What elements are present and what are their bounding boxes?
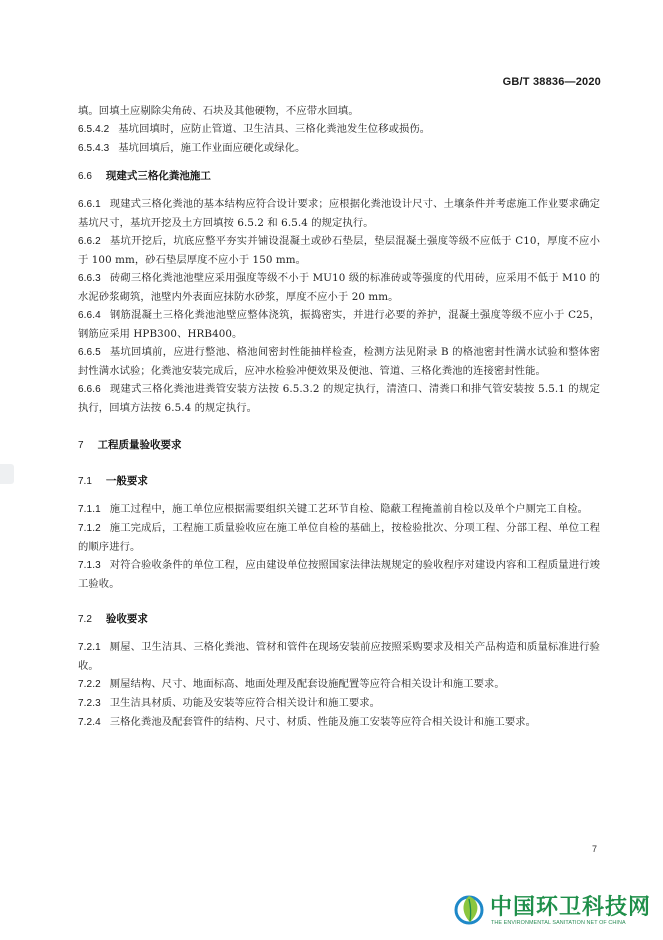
side-edge-mark bbox=[0, 464, 14, 484]
clause-number: 7.1.1 bbox=[78, 504, 101, 515]
clause-6-6-5 bbox=[78, 343, 600, 380]
watermark bbox=[448, 890, 658, 936]
section-number: 7.1 bbox=[78, 476, 92, 487]
clause-text: 卫生洁具材质、功能及安装等应符合相关设计和施工要求。 bbox=[109, 697, 381, 709]
chapter-title: 工程质量验收要求 bbox=[97, 439, 182, 451]
leaf-logo-icon bbox=[452, 892, 486, 926]
clause-6-6-2 bbox=[78, 232, 600, 269]
clause-text: 施工过程中，施工单位应根据需要组织关键工艺环节自检、隐蔽工程掩盖前自检以及单个户厕完工自检。 bbox=[109, 503, 589, 515]
clause-number: 6.6.3 bbox=[78, 273, 101, 284]
clause-number: 6.5.4.3 bbox=[78, 143, 110, 154]
clause-6-6-3 bbox=[78, 269, 600, 306]
page-number: 7 bbox=[591, 844, 597, 854]
clause-number: 7.2.4 bbox=[78, 717, 101, 728]
page-content bbox=[78, 102, 600, 732]
clause-text: 基坑开挖后，坑底应整平夯实并铺设混凝土或砂石垫层，垫层混凝土强度等级不应低于 C10，厚度不应小于 100 mm，砂石垫层厚度不应小于 150 mm。 bbox=[78, 235, 600, 266]
clause-6-5-4-2 bbox=[78, 120, 600, 139]
section-heading-7-1 bbox=[78, 472, 600, 491]
clause-text: 厕屋、卫生洁具、三格化粪池、管材和管件在现场安装前应按照采购要求及相关产品构造和质量标准进行验收。 bbox=[78, 641, 600, 672]
clause-text: 基坑回填后，施工作业面应硬化或绿化。 bbox=[118, 142, 306, 154]
section-heading-7-2 bbox=[78, 610, 600, 629]
clause-7-2-1 bbox=[78, 638, 600, 675]
clause-text: 对符合验收条件的单位工程，应由建设单位按照国家法律法规规定的验收程序对建设内容和工程质量进行竣工验收。 bbox=[78, 559, 600, 590]
section-title: 一般要求 bbox=[105, 475, 148, 487]
clause-number: 7.1.2 bbox=[78, 523, 101, 534]
clause-7-1-3 bbox=[78, 556, 600, 593]
clause-6-5-4-3 bbox=[78, 139, 600, 158]
clause-7-2-3 bbox=[78, 694, 600, 713]
watermark-subtitle: THE ENVIRONMENTAL SANITATION NET OF CHINA bbox=[491, 920, 626, 926]
continued-text: 填。回填土应剔除尖角砖、石块及其他硬物，不应带水回填。 bbox=[78, 105, 359, 117]
clause-number: 7.1.3 bbox=[78, 560, 101, 571]
clause-number: 6.6.5 bbox=[78, 347, 101, 358]
clause-6-6-6 bbox=[78, 380, 600, 417]
clause-text: 钢筋混凝土三格化粪池池壁应整体浇筑，振捣密实，并进行必要的养护，混凝土强度等级不应小于 C25，钢筋应采用 HPB300、HRB400。 bbox=[78, 309, 600, 340]
clause-text: 基坑回填时，应防止管道、卫生洁具、三格化粪池发生位移或损伤。 bbox=[118, 123, 431, 135]
clause-number: 6.6.1 bbox=[78, 199, 101, 210]
clause-text: 厕屋结构、尺寸、地面标高、地面处理及配套设施配置等应符合相关设计和施工要求。 bbox=[109, 678, 505, 690]
clause-text: 三格化粪池及配套管件的结构、尺寸、材质、性能及施工安装等应符合相关设计和施工要求。 bbox=[109, 716, 537, 728]
clause-number: 7.2.3 bbox=[78, 698, 101, 709]
clause-7-1-1 bbox=[78, 500, 600, 519]
clause-number: 7.2.1 bbox=[78, 642, 101, 653]
clause-number: 6.6.6 bbox=[78, 384, 101, 395]
clause-6-6-1 bbox=[78, 195, 600, 232]
clause-text: 现建式三格化粪池进粪管安装方法按 6.5.3.2 的规定执行，清渣口、清粪口和排气管安装按 5.5.1 的规定执行，回填方法按 6.5.4 的规定执行。 bbox=[78, 383, 600, 414]
clause-text: 砖砌三格化粪池池壁应采用强度等级不小于 MU10 级的标准砖或等强度的代用砖，应采用不低于 M10 的水泥砂浆砌筑，池壁内外表面应抹防水砂浆，厚度不应小于 20 mm。 bbox=[78, 272, 600, 303]
section-number: 7.2 bbox=[78, 614, 92, 625]
section-number: 6.6 bbox=[78, 171, 92, 182]
clause-number: 6.6.2 bbox=[78, 236, 101, 247]
clause-number: 6.5.4.2 bbox=[78, 124, 110, 135]
watermark-title: 中国环卫科技网 bbox=[490, 895, 652, 920]
clause-text: 现建式三格化粪池的基本结构应符合设计要求；应根据化粪池设计尺寸、土壤条件并考虑施工作业要求确定基坑尺寸，基坑开挖及土方回填按 6.5.2 和 6.5.4 的规定执行。 bbox=[78, 198, 600, 229]
clause-7-2-4 bbox=[78, 713, 600, 732]
clause-text: 基坑回填前，应进行整池、格池间密封性能抽样检查，检测方法见附录 B 的格池密封性满水试验和整体密封性满水试验；化粪池安装完成后，应冲水检验冲便效果及便池、管道、三格化粪池的连接密封性能。 bbox=[78, 346, 600, 377]
section-title: 现建式三格化粪池施工 bbox=[105, 170, 211, 182]
chapter-heading-7 bbox=[78, 436, 600, 455]
clause-6-6-4 bbox=[78, 306, 600, 343]
clause-text: 施工完成后，工程施工质量验收应在施工单位自检的基础上，按检验批次、分项工程、分部工程、单位工程的顺序进行。 bbox=[78, 522, 600, 553]
standard-code: GB/T 38836—2020 bbox=[502, 76, 601, 88]
chapter-number: 7 bbox=[78, 440, 84, 451]
clause-7-2-2 bbox=[78, 675, 600, 694]
section-title: 验收要求 bbox=[105, 613, 148, 625]
clause-number: 7.2.2 bbox=[78, 679, 101, 690]
clause-number: 6.6.4 bbox=[78, 310, 101, 321]
clause-7-1-2 bbox=[78, 519, 600, 556]
section-heading-6-6 bbox=[78, 167, 600, 186]
